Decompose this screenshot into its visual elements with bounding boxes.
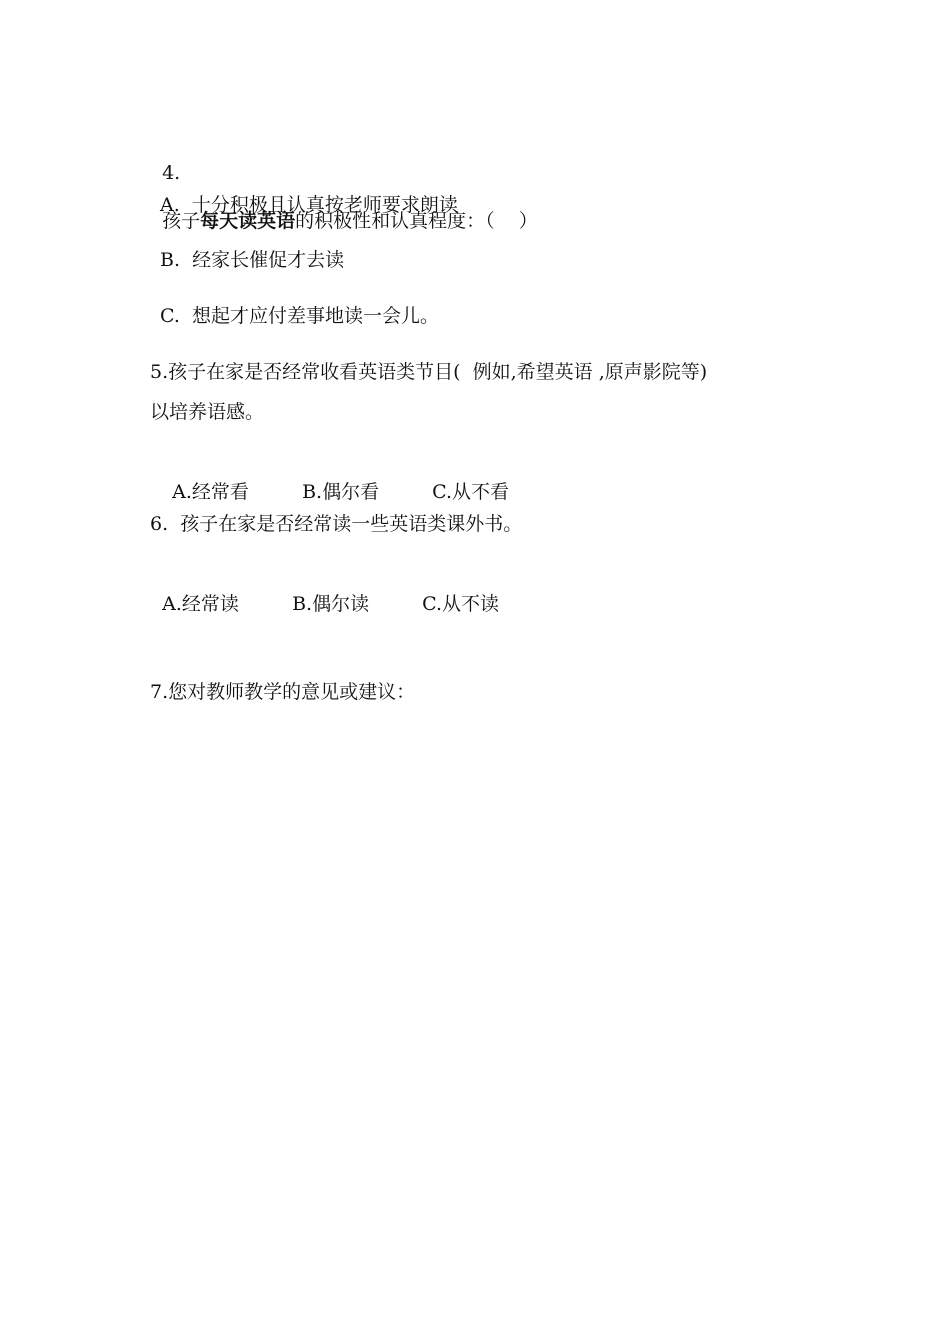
question-4 xyxy=(150,137,538,233)
question-6-option-b: B.偶尔读 xyxy=(292,593,370,615)
question-4-emphasis: 每天读英语 xyxy=(200,210,296,232)
question-5-line-1: 5.孩子在家是否经常收看英语类节目( 例如,希望英语 ,原声影院等) xyxy=(150,361,708,383)
question-7: 7.您对教师教学的意见或建议： xyxy=(150,681,416,703)
question-4-suffix: 的积极性和认真程度：（ ） xyxy=(295,210,538,232)
question-5-option-c: C.从不看 xyxy=(432,481,509,503)
question-4-option-a: A. 十分积极且认真按老师要求朗读 xyxy=(160,194,458,216)
question-6-options xyxy=(150,568,499,616)
question-4-option-c: C. 想起才应付差事地读一会儿。 xyxy=(160,305,439,327)
question-4-number: 4. xyxy=(162,162,181,184)
question-5-option-b: B.偶尔看 xyxy=(302,481,380,503)
question-5-options xyxy=(160,456,509,504)
question-5-option-a: A.经常看 xyxy=(172,481,249,503)
question-4-prefix: 孩子 xyxy=(162,210,201,232)
question-6-option-a: A.经常读 xyxy=(162,593,239,615)
question-5-line-2: 以培养语感。 xyxy=(150,401,265,423)
question-6: 6. 孩子在家是否经常读一些英语类课外书。 xyxy=(150,513,523,535)
question-6-option-c: C.从不读 xyxy=(422,593,499,615)
question-4-option-b: B. 经家长催促才去读 xyxy=(160,249,345,271)
